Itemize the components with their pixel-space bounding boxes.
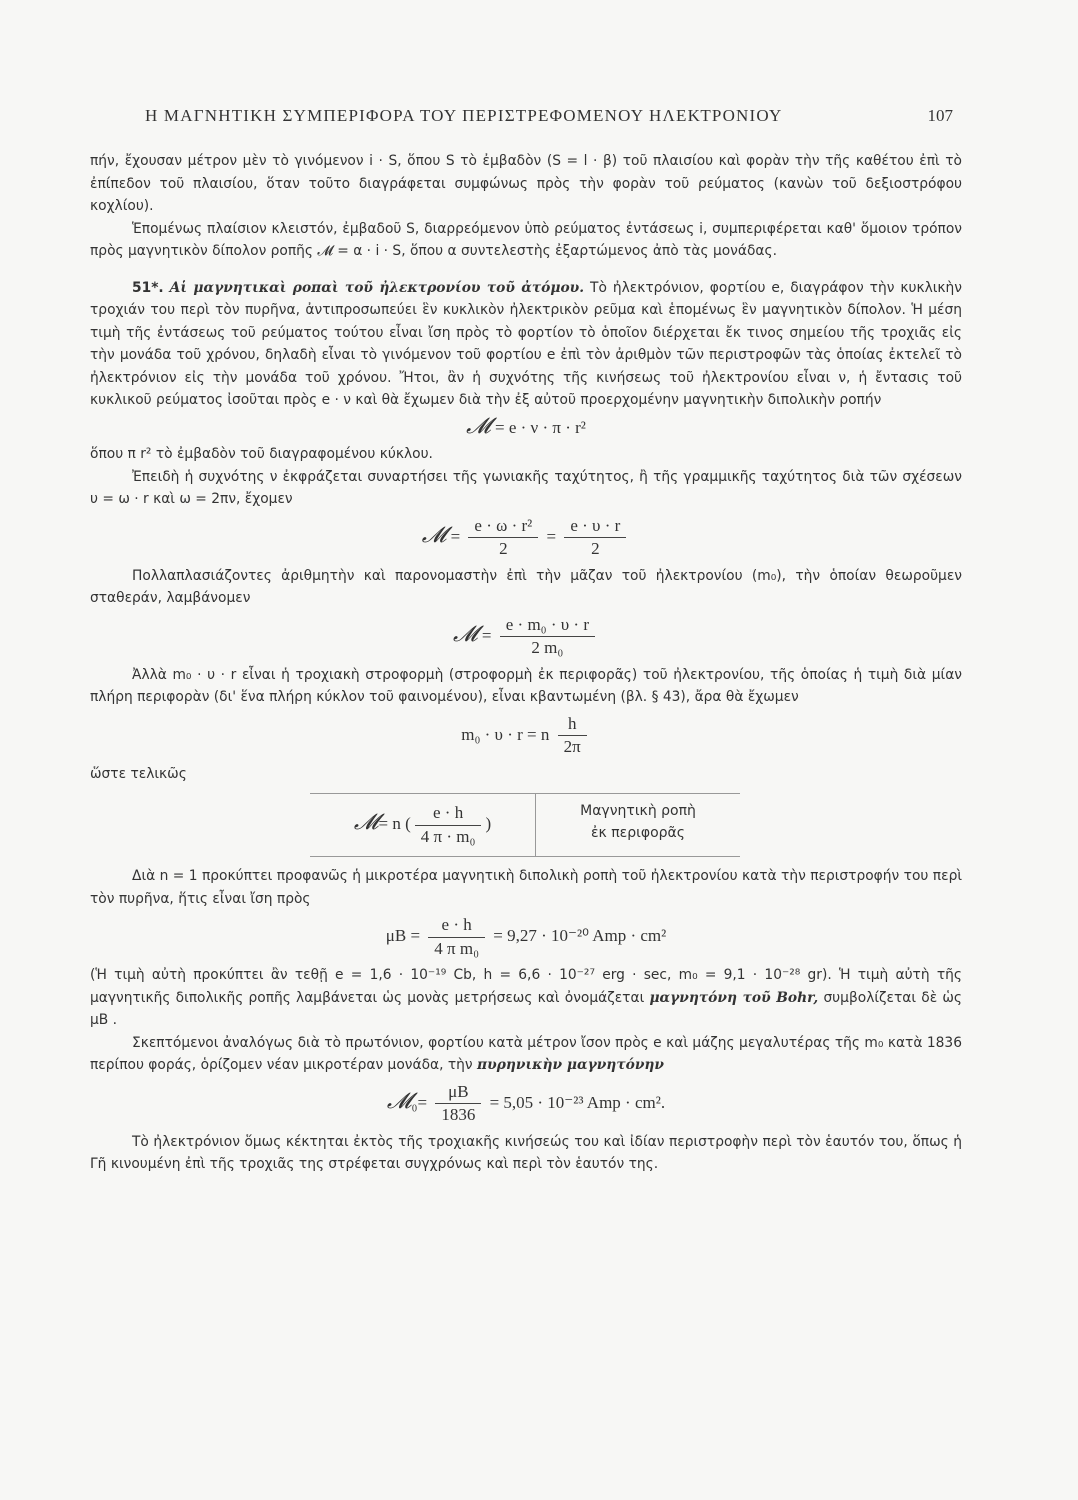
- eq5-rhs: = 9,27 · 10⁻²⁰ Amp · cm²: [493, 925, 667, 945]
- eq6-num: μB: [435, 1081, 481, 1105]
- eq2-den1: 2: [499, 539, 508, 558]
- paragraph-text: Τὸ ἠλεκτρόνιον, φορτίου e, διαγράφον τὴν κυκλικὴν τροχιάν του περὶ τὸν πυρῆνα, ἀντιπροσωπεύει ἓν κυκλικὸν ἠλεκτρικὸν ρεῦμα καὶ ἑπομένως ἓν μαγνητικὸν δίπολον. Ἡ μέση τιμὴ τῆς ἐντάσεως τοῦ ρεύματος τούτου εἶναι ἴση πρὸς τὸ φορτίον τὸ ὁποῖον διέρχεται ἔκ τινος σημείου τῆς τροχιᾶς εἰς τὴν μονάδα τοῦ χρόνου, δηλαδὴ εἶναι τὸ γινόμενον τοῦ φορτίου e ἐπὶ τὸν ἀριθμὸν τῶν περιστροφῶν τὰς ὁποίας ἐκτελεῖ τὸ ἠλεκτρόνιον εἰς τὴν μονάδα τοῦ χρόνου. Ἤτοι, ἂν ἡ συχνότης τῆς κινήσεως τοῦ ἠλεκτρονίου εἶναι ν, ἡ ἔντασις τοῦ κυκλικοῦ ρεύματος ἰσοῦται πρὸς e · ν καὶ θὰ ἔχωμεν διὰ τὴν ἐξ αὐτοῦ προερχομένην μαγνητικὴν διπολικὴν ροπήν: [90, 279, 963, 408]
- paragraph: ὥστε τελικῶς: [90, 765, 187, 782]
- equation-4: [90, 713, 962, 759]
- equation-3: 𝓜 = $\frac{\text{e · m₀ · υ · r}}{\text{2 m₀}}$: [90, 614, 962, 660]
- paragraph-text: Σκεπτόμενοι ἀναλόγως διὰ τὸ πρωτόνιον, φορτίου κατὰ μέτρον ἴσον πρὸς e καὶ μάζης μεγαλυτέρας τῆς m₀ κατὰ 1836 περίπου φοράς, ὁρίζομεν νέαν μικροτέραν μονάδα, τὴν: [90, 1034, 962, 1073]
- term-nuclear-magneton: πυρηνικὴν μαγνητόνην: [477, 1057, 664, 1073]
- eq2-num1: e · ω · r²: [468, 515, 538, 539]
- eq6-lhs: ₀=: [411, 1092, 428, 1112]
- eq3-den: 2 m₀: [531, 638, 564, 657]
- equation-5: [90, 914, 962, 960]
- term-bohr-magneton: μαγνητόνη τοῦ Bohr,: [649, 989, 819, 1006]
- eq3-num: e · m₀ · υ · r: [500, 614, 595, 638]
- eq5-num: e · h: [428, 914, 485, 938]
- eq2-num2: e · υ · r: [564, 515, 626, 539]
- boxed-lhs: = n: [378, 813, 401, 833]
- section-title: Αἱ μαγνητικαὶ ροπαὶ τοῦ ἠλεκτρονίου τοῦ ἀτόμου.: [169, 279, 585, 296]
- equation-2: 𝓜 = $\frac{\text{e · ω · r²}}{2}$ = $\frac{e \cdot \upsilon \cdot r}{2}$: [90, 515, 962, 561]
- eq5-den: 4 π m₀: [434, 938, 480, 958]
- paragraph: Ἀλλὰ m₀ · υ · r εἶναι ἡ τροχιακὴ στροφορμὴ (στροφορμὴ ἐκ περιφορᾶς) τοῦ ἠλεκτρονίου, τῆς ὁποίας ἡ τιμὴ διὰ μίαν πλήρη περιφορὰν (δι' ἕνα πλήρη κύκλον τοῦ φαινομένου), εἶναι κβαντωμένη (βλ. § 43), ἄρα θὰ ἔχωμεν: [90, 666, 962, 705]
- eq4-num: h: [558, 713, 587, 737]
- eq4-den: 2π: [563, 737, 581, 756]
- eq1-rhs: = e · ν · π · r²: [494, 417, 586, 437]
- paragraph: Διὰ n = 1 προκύπτει προφανῶς ἡ μικροτέρα μαγνητικὴ διπολικὴ ροπὴ τοῦ ἠλεκτρονίου κατὰ τὴν περιστροφήν του περὶ τὸν πυρῆνα, ἥτις εἶναι ἴση πρὸς: [90, 868, 962, 907]
- paragraph: [90, 964, 962, 1032]
- equation-6: 𝓜₀= $\frac{\mu B}{1836}$ = 5,05 · 10⁻²³ Amp · cm².: [90, 1081, 962, 1127]
- header-title: Η ΜΑΓΝΗΤΙΚΗ ΣΥΜΠΕΡΙΦΟΡΑ ΤΟΥ ΠΕΡΙΣΤΡΕΦΟΜΕΝΟΥ ΗΛΕΚΤΡΟΝΙΟΥ: [145, 106, 783, 125]
- section-paragraph: [90, 277, 962, 412]
- boxed-result: 𝓜= n ( $\frac{e \cdot h}{\text{4 π · m₀}}$ ) Μαγνητικὴ ροπὴ ἐκ περιφορᾶς: [310, 793, 740, 857]
- boxed-num: e · h: [415, 802, 482, 826]
- paragraph: πήν, ἔχουσαν μέτρον μὲν τὸ γινόμενον i · S, ὅπου S τὸ ἐμβαδὸν (S = l · β) τοῦ πλαισίου καὶ φορὰν τὴν τῆς καθέτου ἐπὶ τὸ ἐπίπεδον τοῦ πλαισίου, ὅταν τοῦτο διαγράφεται συμφώνως πρὸς τὴν φορὰν τοῦ ρεύματος (κανὼν τοῦ δεξιοστρόφου κοχλίου).: [90, 153, 962, 214]
- eq6-den: 1836: [441, 1105, 476, 1124]
- paragraph: [90, 1032, 962, 1077]
- running-header: [145, 106, 965, 126]
- paragraph: Ἑπομένως πλαίσιον κλειστόν, ἐμβαδοῦ S, διαρρεόμενον ὑπὸ ρεύματος ἐντάσεως i, συμπεριφέρεται καθ' ὅμοιον τρόπον πρὸς μαγνητικὸν δίπολον ροπῆς 𝓜 = α · i · S, ὅπου α συντελεστὴς ἐξαρτώμενος ἀπὸ τὰς μονάδας.: [90, 220, 962, 259]
- boxed-label-1: Μαγνητικὴ ροπὴ: [580, 803, 696, 819]
- paragraph: ὅπου π r² τὸ ἐμβαδὸν τοῦ διαγραφομένου κύκλου.: [90, 446, 433, 462]
- eq2-den2: 2: [591, 539, 600, 558]
- page-number: 107: [927, 106, 953, 125]
- eq5-lhs: μB =: [385, 925, 421, 945]
- paragraph: Πολλαπλασιάζοντες ἀριθμητὴν καὶ παρονομαστὴν ἐπὶ τὴν μᾶζαν τοῦ ἠλεκτρονίου (m₀), τὴν ὁποίαν θεωροῦμεν σταθεράν, λαμβάνομεν: [90, 567, 962, 606]
- eq6-rhs: = 5,05 · 10⁻²³ Amp · cm².: [489, 1092, 666, 1112]
- body-text: [90, 150, 962, 1176]
- paragraph-text: (Ἡ τιμὴ αὐτὴ προκύπτει ἂν τεθῇ e = 1,6 · 10⁻¹⁹ Cb, h = 6,6 · 10⁻²⁷ erg · sec, m₀ = 9,1 · 10⁻²⁸ gr). Ἡ τιμὴ αὐτὴ τῆς μαγνητικῆς διπολικῆς ροπῆς λαμβάνεται ὡς μονὰς μετρήσεως καὶ ὀνομάζεται: [90, 967, 962, 1006]
- paragraph: Ἐπειδὴ ἡ συχνότης ν ἐκφράζεται συναρτήσει τῆς γωνιακῆς ταχύτητος, ἢ τῆς γραμμικῆς ταχύτητος διὰ τῶν σχέσεων υ = ω · r καὶ ω = 2πν, ἔχομεν: [90, 468, 962, 507]
- paragraph-text: συμβολίζεται δὲ ὡς μB .: [90, 989, 962, 1028]
- boxed-label-2: ἐκ περιφορᾶς: [590, 825, 686, 841]
- eq4-left: m₀ · υ · r = n: [461, 724, 550, 744]
- equation-1: 𝓜 = e · ν · π · r²: [466, 413, 586, 439]
- boxed-den: 4 π · m₀: [420, 826, 476, 846]
- section-number: 51*.: [132, 279, 164, 296]
- paragraph: Τὸ ἠλεκτρόνιον ὅμως κέκτηται ἐκτὸς τῆς τροχιακῆς κινήσεώς του καὶ ἰδίαν περιστροφὴν περὶ τὸν ἑαυτόν του, ὅπως ἡ Γῆ κινουμένη ἐπὶ τῆς τροχιᾶς της στρέφεται συγχρόνως καὶ περὶ τὸν ἑαυτόν της.: [90, 1133, 962, 1172]
